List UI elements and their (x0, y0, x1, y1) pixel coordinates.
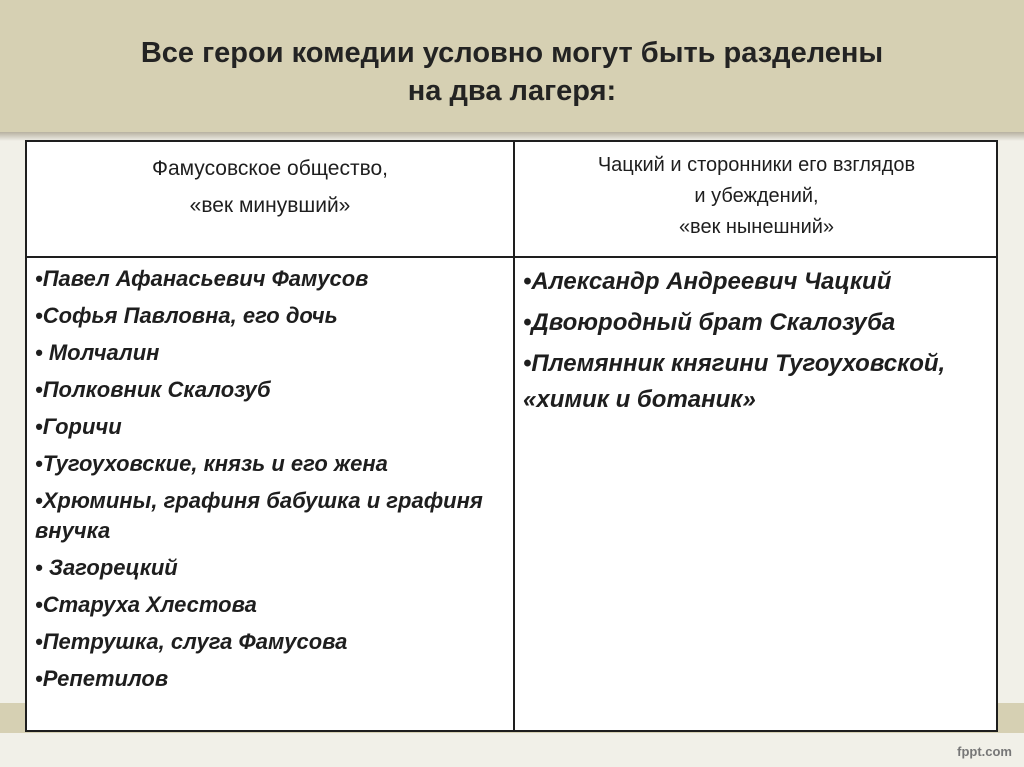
list-item: •Старуха Хлестова (35, 592, 257, 617)
right-header-line: Чацкий и сторонники его взглядов (597, 154, 916, 176)
list-item: •Хрюмины, графиня бабушка и графиня внучка (35, 488, 483, 543)
list-item: • Молчалин (35, 340, 160, 365)
list-item: •Полковник Скалозуб (35, 377, 271, 402)
comparison-table (25, 140, 998, 732)
right-column-header (515, 150, 998, 243)
list-item: • Загорецкий (35, 555, 178, 580)
brand-watermark: fppt.com (957, 744, 1012, 759)
list-item: •Племянник княгини Тугоуховской, «химик и ботаник» (523, 350, 946, 413)
list-item: •Павел Афанасьевич Фамусов (35, 266, 369, 291)
list-item: •Горичи (35, 414, 122, 439)
right-header-line: «век нынешний» (678, 216, 835, 238)
list-item: •Софья Павловна, его дочь (35, 303, 338, 328)
slide-title (0, 34, 1024, 110)
chatsky-supporters-list (523, 264, 991, 423)
right-header-line: и убеждений, (694, 185, 819, 207)
left-column-header (27, 150, 513, 224)
list-item: •Александр Андреевич Чацкий (523, 268, 892, 295)
title-line-2: на два лагеря: (407, 75, 617, 107)
list-item: •Двоюродный брат Скалозуба (523, 309, 896, 336)
list-item: •Петрушка, слуга Фамусова (35, 629, 348, 654)
title-line-1: Все герои комедии условно могут быть разделены (140, 37, 884, 69)
header-divider (27, 256, 996, 258)
list-item: •Тугоуховские, князь и его жена (35, 451, 388, 476)
list-item: •Репетилов (35, 666, 169, 691)
famusov-society-list (35, 264, 505, 694)
left-header-line: «век минувший» (189, 194, 351, 217)
left-header-line: Фамусовское общество, (151, 157, 388, 180)
